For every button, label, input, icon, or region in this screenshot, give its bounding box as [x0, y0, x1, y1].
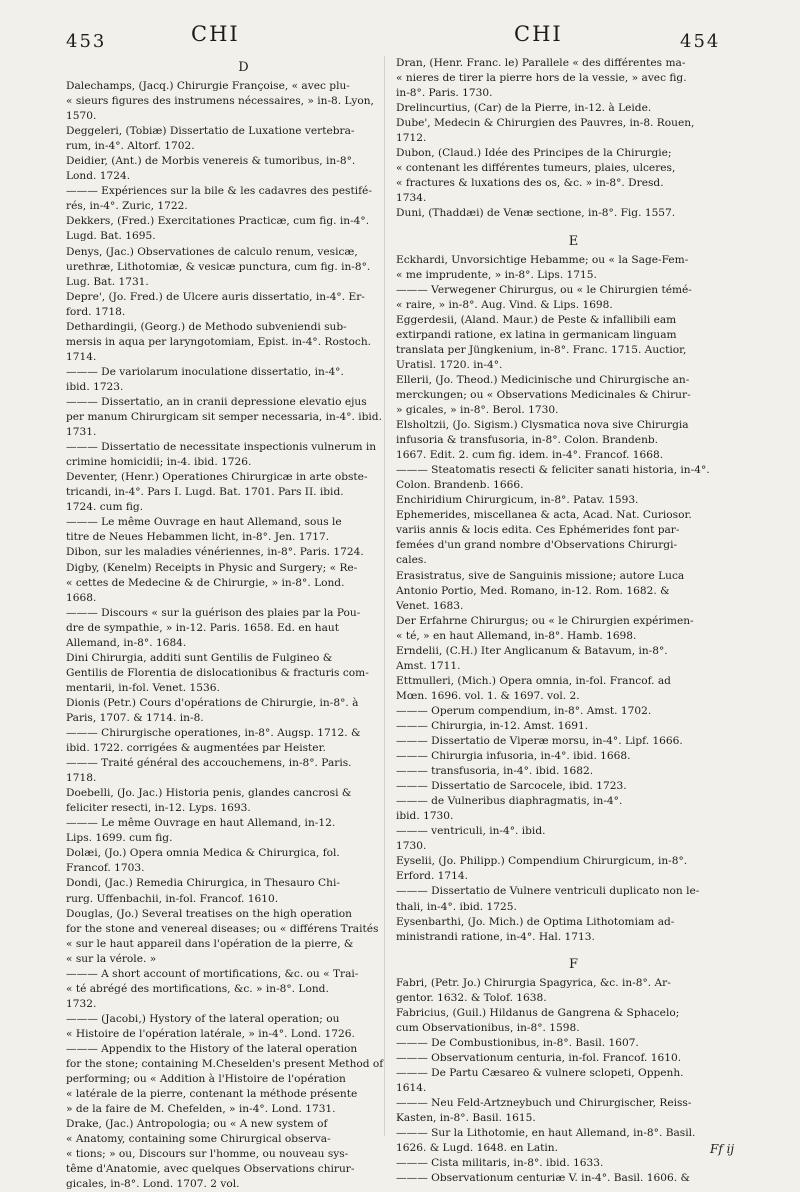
entry-line: ——— Dissertatio de Vulnere ventriculi duplicato non le- [396, 885, 700, 898]
entry-line: « tions; » ou, Discours sur l'homme, ou nouveau sys- [66, 1148, 349, 1161]
entry-line: « sur le haut appareil dans l'opération de la pierre, & [66, 937, 354, 950]
entry-line: Duni, (Thaddæi) de Venæ sectione, in-8°. Fig. 1557. [396, 207, 676, 220]
entry-line: ——— Discours « sur la guérison des plaies par la Pou- [66, 606, 361, 619]
right-page-number: 454 [680, 31, 721, 52]
entry-line: ——— de Vulneribus diaphragmatis, in-4°. [396, 795, 623, 808]
entry-line: Dekkers, (Fred.) Exercitationes Practicæ, cum fig. in-4°. [66, 215, 370, 228]
entry-line: performing; ou « Addition à l'Histoire de l'opération [66, 1073, 346, 1086]
entry-line: thali, in-4°. ibid. 1725. [396, 900, 517, 913]
entry-line: Dondi, (Jac.) Remedia Chirurgica, in Thesauro Chi- [66, 877, 340, 890]
left-page-number: 453 [66, 31, 107, 52]
entry-line: « Histoire de l'opération latérale, » in-4°. Lond. 1726. [66, 1027, 355, 1040]
entry-line: Depre', (Jo. Fred.) de Ulcere auris dissertatio, in-4°. Er- [66, 290, 365, 303]
entry-line: Deidier, (Ant.) de Morbis venereis & tumoribus, in-8°. [66, 155, 356, 168]
entry-line: Dran, (Henr. Franc. le) Parallele « des différentes ma- [396, 57, 686, 69]
entry-line: Colon. Brandenb. 1666. [396, 479, 524, 492]
entry-line: « fractures & luxations des os, &c. » in-8°. Dresd. [396, 177, 664, 190]
entry-line: cales. [396, 554, 427, 567]
entry-line: ——— A short account of mortifications, &c. ou « Trai- [66, 967, 359, 980]
entry-line: ——— Dissertatio de necessitate inspectionis vulnerum in [66, 441, 377, 454]
entry-line: Antonio Portio, Med. Romano, in-12. Rom. 1682. & [396, 584, 670, 597]
entry-line: 1626. & Lugd. 1648. en Latin. [396, 1142, 558, 1155]
left-column [66, 56, 421, 1192]
entry-line: ——— Traité général des accouchemens, in-8°. Paris. [66, 757, 352, 770]
entry-line: Douglas, (Jo.) Several treatises on the high operation [66, 907, 352, 920]
entry-line: « té abrégé des mortifications, &c. » in-8°. Lond. [66, 982, 329, 995]
entry-line: Erndelii, (C.H.) Iter Anglicanum & Batavum, in-8°. [396, 644, 668, 657]
entry-line: « sieurs figures des instrumens nécessaires, » in-8. Lyon, [66, 95, 374, 108]
entry-line: ——— Sur la Lithotomie, en haut Allemand, in-8°. Basil. [396, 1127, 696, 1140]
entry-line: Dubon, (Claud.) Idée des Principes de la Chirurgie; [396, 147, 672, 160]
entry-line: Digby, (Kenelm) Receipts in Physic and Surgery; « Re- [66, 561, 358, 574]
entry-line: Doebelli, (Jo. Jac.) Historia penis, glandes cancrosi & [66, 787, 352, 800]
entry-line: gentor. 1632. & Tolof. 1638. [396, 991, 547, 1004]
entry-line: Dionis (Petr.) Cours d'opérations de Chirurgie, in-8°. à [66, 696, 359, 709]
entry-line: Francof. 1703. [66, 862, 145, 875]
signature-mark: Ff ij [710, 1142, 735, 1156]
entry-line: ministrandi ratione, in-4°. Hal. 1713. [396, 930, 595, 943]
entry-line: translata per Jüngkenium, in-8°. Franc. 1715. Auctior, [396, 343, 687, 356]
entry-line: in-8°. Paris. 1730. [396, 87, 493, 100]
entry-line: infusoria & transfusoria, in-8°. Colon. Brandenb. [396, 434, 659, 447]
entry-line: Gentilis de Florentia de dislocationibus & fracturis com- [66, 666, 369, 679]
section-gap [396, 945, 751, 953]
entry-line: tême d'Anatomie, avec quelques Observations chirur- [66, 1163, 355, 1176]
entry-line: variis annis & locis edita. Ces Ephémerides font par- [396, 524, 680, 537]
entry-line: per manum Chirurgicam sit semper necessaria, in-4°. ibid. [66, 411, 382, 424]
entry-line: 1730. [396, 840, 427, 853]
entry-line: Venet. 1683. [396, 599, 464, 612]
entry-line: dre de sympathie, » in-12. Paris. 1658. Ed. en haut [66, 621, 340, 634]
left-running-title: CHI [191, 22, 240, 46]
entry-line: ——— Dissertatio de Viperæ morsu, in-4°. Lipf. 1666. [396, 735, 683, 748]
entry-line: tricandi, in-4°. Pars I. Lugd. Bat. 1701. Pars II. ibid. [66, 486, 344, 499]
entry-line: ——— Chirurgische operationes, in-8°. Augsp. 1712. & [66, 727, 361, 740]
entry-line: crimine homicidii; in-4. ibid. 1726. [66, 456, 252, 469]
entry-line: ——— Dissertatio de Sarcocele, ibid. 1723. [396, 780, 627, 793]
entry-line: Elsholtzii, (Jo. Sigism.) Clysmatica nova sive Chirurgia [396, 419, 689, 432]
entry-line: 1714. [66, 350, 97, 363]
entry-line: titre de Neues Hebammen licht, in-8°. Jen. 1717. [66, 531, 330, 544]
entry-line: 1731. [66, 426, 97, 439]
entry-line: cum Observationibus, in-8°. 1598. [396, 1021, 580, 1034]
entry-line: ——— Le même Ouvrage en haut Allemand, in-12. [66, 817, 336, 830]
entry-line: Lond. 1724. [66, 170, 131, 183]
section-letter: E [568, 233, 579, 249]
entry-line: Drake, (Jac.) Antropologia; ou « A new system of [66, 1118, 328, 1131]
entry-line: Deventer, (Henr.) Operationes Chirurgicæ in arte obste- [66, 471, 368, 484]
entry-line: ——— transfusoria, in-4°. ibid. 1682. [396, 765, 594, 778]
entry-line: Erasistratus, sive de Sanguinis missione; autore Luca [396, 569, 685, 582]
entry-line: ibid. 1730. [396, 810, 454, 823]
entry-line: « contenant les différentes tumeurs, plaies, ulceres, [396, 162, 676, 175]
entry-line: Fabricius, (Guil.) Hildanus de Gangrena & Sphacelo; [396, 1006, 680, 1019]
entry-line: 1570. [66, 110, 97, 123]
entry-line: Dini Chirurgia, additi sunt Gentilis de Fulgineo & [66, 651, 333, 664]
entry-line: ——— De Partu Cæsareo & vulnere sclopeti, Oppenh. [396, 1066, 684, 1079]
right-column [396, 56, 751, 1186]
entry-line: ——— Cista militaris, in-8°. ibid. 1633. [396, 1157, 604, 1170]
entry-line: 1614. [396, 1082, 427, 1094]
entry-line: Eckhardi, Unvorsichtige Hebamme; ou « la Sage-Fem- [396, 253, 689, 266]
entry-line: ——— Chirurgia, in-12. Amst. 1691. [396, 719, 589, 732]
entry-line: merckungen; ou « Observations Medicinales & Chirur- [396, 388, 691, 401]
entry-line: ——— Dissertatio, an in cranii depressione elevatio ejus [66, 395, 367, 408]
entry-line: Eysenbarthi, (Jo. Mich.) de Optima Lithotomiam ad- [396, 915, 675, 928]
entry-line: ——— Chirurgia infusoria, in-4°. ibid. 1668. [396, 750, 631, 763]
entry-line: ibid. 1723. [66, 380, 124, 393]
entry-line: rum, in-4°. Altorf. 1702. [66, 140, 195, 153]
section-letter: F [568, 956, 579, 972]
entry-line: « raire, » in-8°. Aug. Vind. & Lips. 1698. [396, 298, 613, 311]
entry-line: rurg. Uffenbachii, in-fol. Francof. 1610. [66, 892, 279, 905]
entry-line: Paris, 1707. & 1714. in-8. [66, 711, 204, 724]
entry-line: » gicales, » in-8°. Berol. 1730. [396, 403, 559, 416]
entry-line: gicales, in-8°. Lond. 1707. 2 vol. [66, 1178, 240, 1191]
entry-line: « sur la vérole. » [66, 952, 157, 965]
entry-line: « Anatomy, containing some Chirurgical observa- [66, 1133, 331, 1146]
entry-line: ——— Operum compendium, in-8°. Amst. 1702. [396, 704, 652, 717]
entry-line: 1718. [66, 772, 97, 785]
entry-line: Denys, (Jac.) Observationes de calculo renum, vesicæ, [66, 245, 358, 258]
entry-line: ——— Appendix to the History of the lateral operation [66, 1043, 358, 1055]
entry-line: Dibon, sur les maladies vénériennes, in-8°. Paris. 1724. [66, 546, 364, 559]
entry-line: 1667. Edit. 2. cum fig. idem. in-4°. Francof. 1668. [396, 449, 664, 462]
entry-line: 1668. [66, 591, 97, 604]
entry-line: Drelincurtius, (Car) de la Pierre, in-12. à Leide. [396, 102, 652, 115]
entry-line: « cettes de Medecine & de Chirurgie, » in-8°. Lond. [66, 576, 345, 589]
entry-line: Lugd. Bat. 1695. [66, 230, 156, 243]
entry-line: Dalechamps, (Jacq.) Chirurgie Françoise, « avec plu- [66, 80, 350, 92]
entry-line: ——— Steatomatis resecti & feliciter sanati historia, in-4°. [396, 464, 710, 477]
entry-line: Eyselii, (Jo. Philipp.) Compendium Chirurgicum, in-8°. [396, 855, 688, 868]
entry-line: Der Erfahrne Chirurgus; ou « le Chirurgien expérimen- [396, 614, 694, 627]
entry-line: Lips. 1699. cum fig. [66, 832, 173, 845]
entry-line: ——— (Jacobi,) Hystory of the lateral operation; ou [66, 1012, 340, 1025]
entry-line: ——— Le même Ouvrage en haut Allemand, sous le [66, 516, 342, 529]
section-gap [396, 222, 751, 230]
entry-line: » de la faire de M. Chefelden, » in-4°. Lond. 1731. [66, 1103, 336, 1116]
entry-line: for the stone and venereal diseases; ou « différens Traités [66, 922, 379, 935]
entry-line: ——— De variolarum inoculatione dissertatio, in-4°. [66, 365, 344, 378]
entry-line: Ellerii, (Jo. Theod.) Medicinische und Chirurgische an- [396, 373, 690, 386]
entry-line: Kasten, in-8°. Basil. 1615. [396, 1112, 536, 1125]
entry-line: ——— ventriculi, in-4°. ibid. [396, 825, 546, 838]
entry-line: Deggeleri, (Tobiæ) Dissertatio de Luxatione vertebra- [66, 125, 355, 138]
entry-line: 1732. [66, 997, 97, 1010]
entry-line: 1734. [396, 192, 427, 205]
entry-line: Mœn. 1696. vol. 1. & 1697. vol. 2. [396, 689, 580, 702]
entry-line: ——— Observationum centuria, in-fol. Francof. 1610. [396, 1051, 682, 1064]
entry-line: 1724. cum fig. [66, 501, 144, 514]
entry-line: mersis in aqua per laryngotomiam, Epist. in-4°. Rostoch. [66, 335, 372, 348]
section-letter: D [238, 60, 249, 75]
entry-line: Dolæi, (Jo.) Opera omnia Medica & Chirurgica, fol. [66, 847, 340, 860]
entry-line: Dube', Medecin & Chirurgien des Pauvres, in-8. Rouen, [396, 117, 695, 130]
entry-line: Ettmulleri, (Mich.) Opera omnia, in-fol. Francof. ad [396, 674, 671, 687]
entry-line: Amst. 1711. [396, 659, 461, 672]
entry-line: Fabri, (Petr. Jo.) Chirurgia Spagyrica, &c. in-8°. Ar- [396, 976, 671, 989]
entry-line: extirpandi ratione, ex latina in germanicam linguam [396, 328, 677, 341]
entry-line: feliciter resecti, in-12. Lyps. 1693. [66, 802, 251, 815]
entry-line: ——— Expériences sur la bile & les cadavres des pestifé- [66, 185, 372, 198]
right-running-title: CHI [514, 22, 563, 46]
entry-line: « me imprudente, » in-8°. Lips. 1715. [396, 268, 597, 281]
entry-line: urethræ, Lithotomiæ, & vesicæ punctura, cum fig. in-8°. [66, 260, 371, 273]
entry-line: « latérale de la pierre, contenant la méthode présente [66, 1088, 358, 1101]
entry-line: ——— Observationum centuriæ V. in-4°. Basil. 1606. & [396, 1172, 690, 1185]
entry-line: ——— Verwegener Chirurgus, ou « le Chirurgien témé- [396, 283, 692, 296]
entry-line: ford. 1718. [66, 305, 126, 318]
entry-line: « té, » en haut Allemand, in-8°. Hamb. 1698. [396, 629, 637, 642]
entry-line: Ephemerides, miscellanea & acta, Acad. Nat. Curiosor. [396, 509, 692, 522]
entry-line: 1712. [396, 132, 427, 145]
entry-line: ——— De Combustionibus, in-8°. Basil. 1607. [396, 1036, 639, 1049]
entry-line: « nieres de tirer la pierre hors de la vessie, » avec fig. [396, 72, 687, 85]
entry-line: Allemand, in-8°. 1684. [66, 636, 187, 649]
entry-line: rés, in-4°. Zuric, 1722. [66, 200, 188, 213]
entry-line: mentarii, in-fol. Venet. 1536. [66, 681, 220, 694]
entry-line: Eggerdesii, (Aland. Maur.) de Peste & infallibili eam [396, 313, 677, 326]
entry-line: Lug. Bat. 1731. [66, 275, 149, 288]
entry-line: Enchiridium Chirurgicum, in-8°. Patav. 1593. [396, 494, 639, 507]
entry-line: Erford. 1714. [396, 870, 469, 883]
entry-line: ibid. 1722. corrigées & augmentées par Heister. [66, 742, 326, 755]
entry-line: Dethardingii, (Georg.) de Methodo subveniendi sub- [66, 320, 347, 333]
entry-line: for the stone; containing M.Cheselden's present Method of [66, 1058, 384, 1071]
entry-line: femées d'un grand nombre d'Observations Chirurgi- [396, 539, 678, 552]
entry-line: ——— Neu Feld-Artzneybuch und Chirurgischer, Reiss- [396, 1097, 692, 1110]
entry-line: Uratisl. 1720. in-4°. [396, 358, 503, 371]
